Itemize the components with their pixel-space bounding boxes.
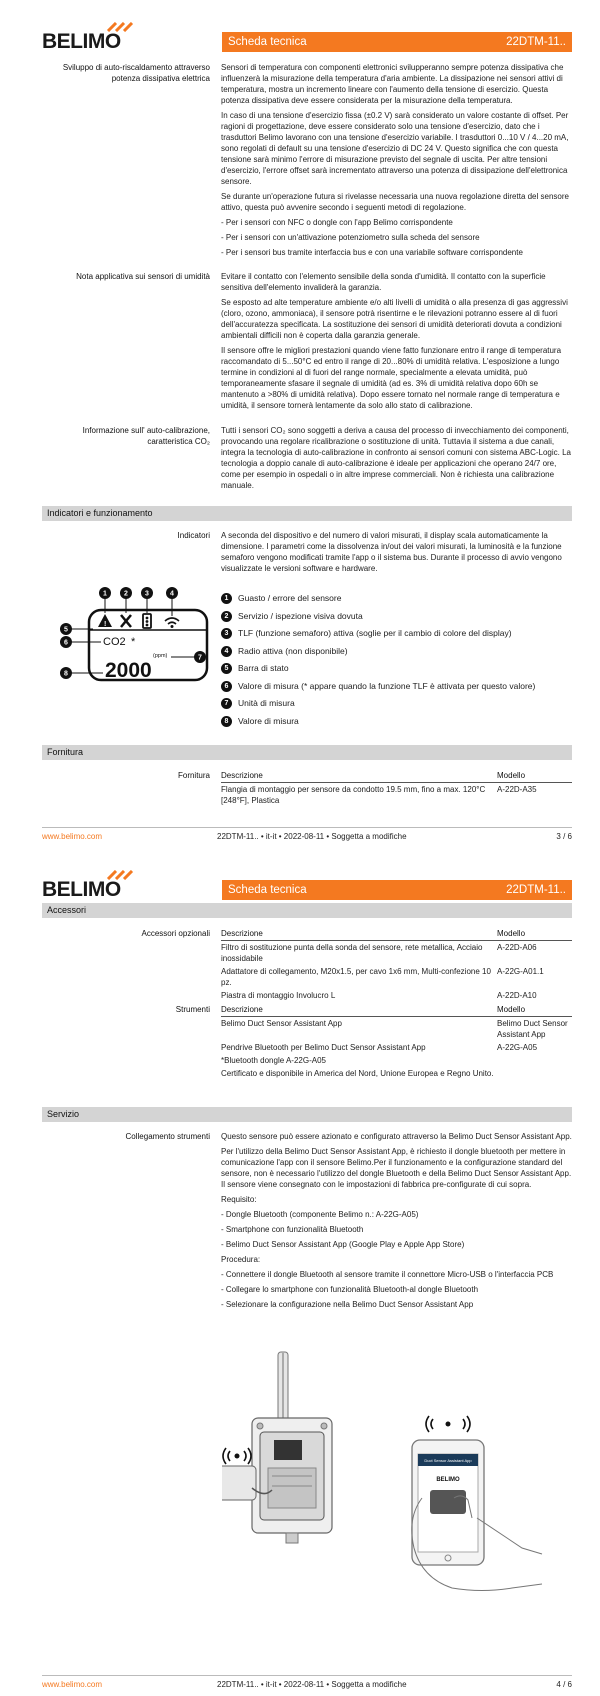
smartphone-icon [412, 1416, 484, 1565]
display-star: * [131, 636, 136, 648]
supply-label: Fornitura [177, 771, 210, 780]
section-service: Servizio [42, 1107, 572, 1122]
display-value: 2000 [105, 659, 152, 682]
indicators-text: A seconda del dispositivo e del numero di valori misurati, il display scala automaticamente la dimensione. I parametri come la dissolvenza in/out dei valori misurati, la luminosità e la funzione semaforo vengono modificati tramite l'app o il sistema bus. Durante il processo di avvio vengono visualizzate le versioni software e hardware. [221, 531, 562, 573]
footer [42, 827, 572, 841]
display-diagram [55, 583, 220, 688]
footer-url[interactable]: www.belimo.com [42, 1680, 103, 1689]
legend-item: 2 Servizio / ispezione visiva dovuta [221, 608, 572, 626]
header-title: Scheda tecnica [228, 884, 307, 896]
table-row: Flangia di montaggio per sensore da condotto 19.5 mm, fino a max. 120°C [248°F], Plastica A-22D-A35 [221, 785, 537, 805]
row-text: Sensori di temperatura con componenti elettronici svilupperanno sempre potenza dissipativa che influenzerà la misurazione della temperatura d'aria ambiente. La dissipazione nei sensori attivi di temperatura, mostra un incremento lineare con l'aumento della tensione di esercizio. Questa potenza dissipativa deve essere considerata per la misurazione della temperatura. In caso di una tensione d'esercizio fissa (±0.2 V) sarà considerato un valore costante di offset. Per ragioni di progettazione, deve essere considerato solo una tensione d'esercizio, dato che i trasduttori Belimo lavorano con una tensione d'esercizio variabile. I trasduttori 0...10 V / 4...20 mA, sono regolati di default su una tensione d'esercizio di DC 24 V. Questo significa che con questa tensione sarà minimo l'errore di misurazione previsto del segnale di uscita. Per altre tensioni d'esercizio, l'errore offset sarà incrementato attraverso una potenza di dissipazione dell'elettronica sensore. Se durante un'operazione futura si rivelasse necessaria una nuova regolazione diretta del sensore attivo, questa può avvenire secondo i seguenti metodi di regolazione. - Per i sensori con NFC o dongle con l'app Belimo corrispondente - Per i sensori con un'attivazione potenziometro sulla scheda del sensore - Per i sensori bus tramite interfaccia bus e con una variabile software corrispondente [221, 63, 569, 257]
footer-meta: 22DTM-11.. • it-it • 2022-08-11 • Soggetta a modifiche [217, 1680, 407, 1689]
header-bar [222, 880, 572, 900]
accessories-table: Descrizione Modello Filtro di sostituzione punta della sonda del sensore, rete metallica, Acciaio inossidabile A-22D-A06 Adattatore di collegamento, M20x1.5, per cavo 1x6 mm, Multi-confezione 10 pz. A-22G-A01.1 Piastra di montaggio Involucro L A-22D-A10 [221, 928, 572, 1002]
svg-text:4: 4 [170, 590, 174, 598]
row-label: Nota applicativa sui sensori di umidità [76, 272, 210, 281]
belimo-logo: BELIMO [42, 30, 121, 54]
header-bar [222, 32, 572, 52]
footer-page: 4 / 6 [556, 1680, 572, 1689]
service-text: Questo sensore può essere azionato e configurato attraverso la Belimo Duct Sensor Assistant App. Per l'utilizzo della Belimo Duct Sensor Assistant App, è richiesto il dongle bluetooth per mettere in comunicazione l'app con il sensore Belimo.Per il funzionamento e la configurazione standard del sensore, non è necessario l'utilizzo del dongle Bluetooth e della Belimo Duct Sensor Assistant App. Il sensore viene consegnato con le impostazioni di fabbrica pre-configurate di cui sopra. Requisito: - Dongle Bluetooth (componente Belimo n.: A-22G-A05) - Smartphone con funzionalità Bluetooth - Belimo Duct Sensor Assistant App (Google Play e Apple App Store) Procedura: - Connettere il dongle Bluetooth al sensore tramite il connettore Micro-USB o l'interfaccia PCB - Collegare lo smartphone con funzionalità Bluetooth-al dongle Bluetooth - Selezionare la configurazione nella Belimo Duct Sensor Assistant App [221, 1132, 572, 1309]
svg-text:7: 7 [198, 654, 202, 662]
table-row: Belimo Duct Sensor Assistant App Belimo Duct Sensor Assistant App [221, 1019, 568, 1039]
sensor-housing-icon [252, 1418, 332, 1543]
svg-text:3: 3 [145, 590, 149, 598]
footer-url[interactable]: www.belimo.com [42, 832, 103, 841]
table-row: Adattatore di collegamento, M20x1.5, per cavo 1x6 mm, Multi-confezione 10 pz. A-22G-A01.1 [221, 967, 544, 987]
legend-item: 4 Radio attiva (non disponibile) [221, 643, 572, 661]
svg-text:8: 8 [64, 670, 68, 678]
connection-illustration [222, 1348, 572, 1668]
display-unit: (ppm) [153, 653, 168, 659]
legend-item: 5 Barra di stato [221, 660, 572, 678]
legend-item: 8 Valore di misura [221, 713, 572, 731]
tools-label: Strumenti [175, 1005, 210, 1014]
logo-swoosh-icon [106, 22, 142, 32]
phone-belimo-logo: BELIMO [436, 1477, 460, 1483]
table-row: Filtro di sostituzione punta della sonda del sensore, rete metallica, Acciaio inossidabile A-22D-A06 [221, 943, 537, 963]
indicator-legend [221, 590, 572, 730]
table-row: Piastra di montaggio Involucro L A-22D-A10 [221, 991, 537, 1000]
legend-item: 7 Unità di misura [221, 695, 572, 713]
header-title: Scheda tecnica [228, 36, 307, 48]
svg-text:2: 2 [124, 590, 128, 598]
table-row: *Bluetooth dongle A-22G-A05 [221, 1056, 326, 1065]
section-indicators: Indicatori e funzionamento [42, 506, 572, 521]
supply-table: Descrizione Modello Flangia di montaggio per sensore da condotto 19.5 mm, fino a max. 120°C [248°F], Plastica A-22D-A35 [221, 770, 572, 807]
legend-item: 3 TLF (funzione semaforo) attiva (soglie per il cambio di colore del display) [221, 625, 572, 643]
row-text: Evitare il contatto con l'elemento sensibile della sonda d'umidità. Il contatto con la superficie sensitiva dell'elemento invaliderà la garanzia. Se esposto ad alte temperature ambiente e/o alti livelli di umidità o alla presenza di gas aggressivi (cloro, ozono, ammoniaca), il sensore potrà risentirne e le rilevazioni potranno essere al di fuori dell'accuratezza specificata. La sostituzione dei sensori di umidità deteriorati dovuta a condizioni ambientali difficili non è coperta dalla garanzia generale. Il sensore offre le migliori prestazioni quando viene fatto funzionare entro il range di temperatura raccomandato di 5...50°C ed entro il range di 20...80% di umidità relativa. L'esposizione a lungo termine in condizioni al di fuori del range normale, specialmente a elevata umidità, può temporaneamente sfasare il segnale di umidità (ad es. 3% di umidità relativa dopo 60h se mantenuto a >80% di umidità relativa). Dopo essere tornato nel normale range di temperatura e umidità, il sensore tornerà lentamente da solo allo stato di calibrazione. [221, 272, 568, 410]
table-row: Pendrive Bluetooth per Belimo Duct Sensor Assistant App A-22G-A05 [221, 1043, 538, 1052]
svg-text:5: 5 [64, 626, 68, 634]
svg-text:6: 6 [64, 639, 68, 647]
footer [42, 1675, 572, 1689]
service-label: Collegamento strumenti [125, 1132, 210, 1141]
footer-page: 3 / 6 [556, 832, 572, 841]
svg-text:1: 1 [103, 590, 107, 598]
opt-accessories-label: Accessori opzionali [141, 929, 210, 938]
display-param: CO2 [103, 636, 126, 648]
phone-app-title: Duct Sensor Assistant App [424, 1458, 472, 1463]
svg-text:!: ! [104, 621, 107, 628]
indicators-label: Indicatori [177, 531, 210, 540]
header-product: 22DTM-11.. [506, 36, 566, 48]
row-text: Tutti i sensori CO₂ sono soggetti a deriva a causa del processo di invecchiamento dei componenti, provocando una regolare ricalibrazione o sostituzione di unità. Tuttavia il sistema a due canali, integra la tecnologia di auto-calibrazione in confronto ai sensori comuni con sistema ABC-Logic. La tecnologia a doppio canale di auto-calibrazione è ideale per applicazioni che operano 24/7 ore, come per esempio in ospedali o in altre imprese commerciali. Non è richiesta una calibrazione manuale. [221, 426, 571, 490]
section-accessories: Accessori [42, 903, 572, 918]
tools-table: Descrizione Modello Belimo Duct Sensor Assistant App Belimo Duct Sensor Assistant App Pendrive Bluetooth per Belimo Duct Sensor Assistant App A-22G-A05 *Bluetooth dongle A-22G-A05 Certificato e disponibile in America del Nord, Unione Europea e Regno Unito. [221, 1004, 572, 1080]
header-product: 22DTM-11.. [506, 884, 566, 896]
legend-item: 1 Guasto / errore del sensore [221, 590, 572, 608]
row-label: Informazione sull' auto-calibrazione, caratteristica CO₂ [82, 426, 210, 446]
page-4 [0, 848, 600, 1696]
logo-swoosh-icon [106, 870, 142, 880]
row-label: Sviluppo di auto-riscaldamento attraverso potenza dissipativa elettrica [62, 63, 210, 83]
section-supply: Fornitura [42, 745, 572, 760]
belimo-logo: BELIMO [42, 878, 121, 902]
table-row: Certificato e disponibile in America del Nord, Unione Europea e Regno Unito. [221, 1069, 494, 1078]
footer-meta: 22DTM-11.. • it-it • 2022-08-11 • Soggetta a modifiche [217, 832, 407, 841]
legend-item: 6 Valore di misura (* appare quando la funzione TLF è attivata per questo valore) [221, 678, 572, 696]
